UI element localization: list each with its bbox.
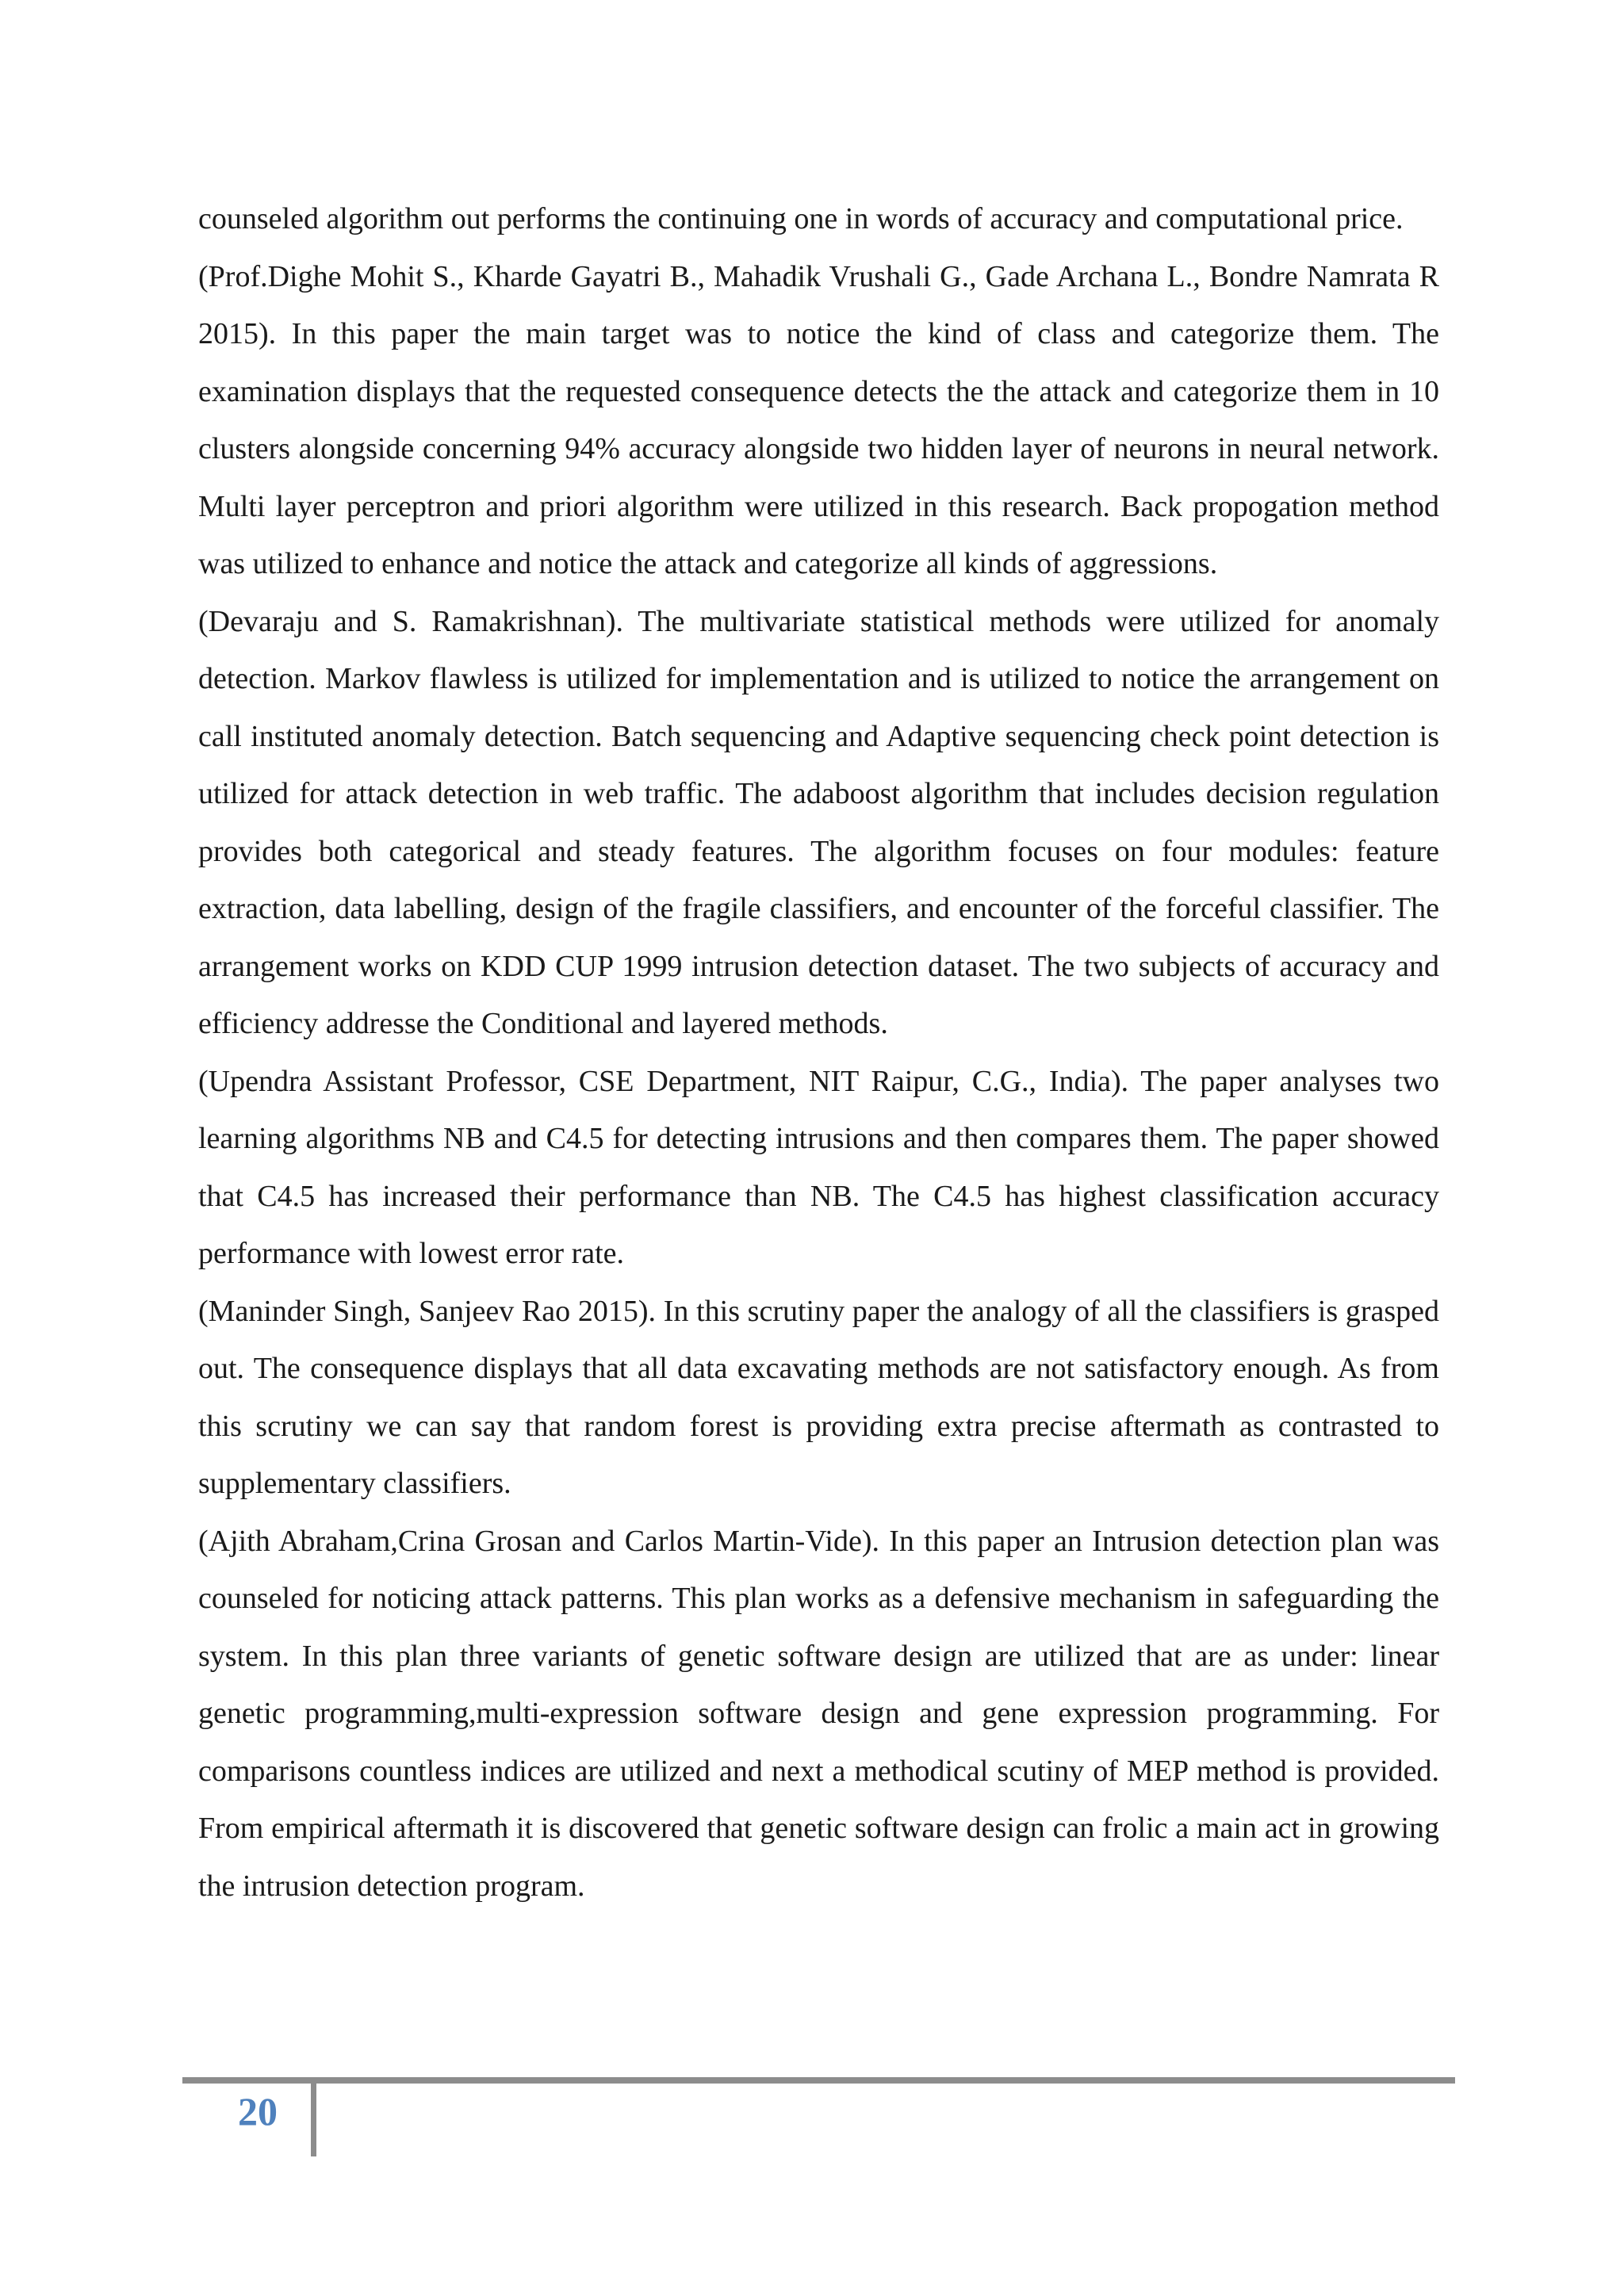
paragraph-upendra: (Upendra Assistant Professor, CSE Department, NIT Raipur, C.G., India). The paper analyses two learning algorithms NB and C4.5 for detecting intrusions and then compares them. The paper showed that C4.5 has increased their performance than NB. The C4.5 has highest classification accuracy performance with lowest error rate.: [198, 1064, 1439, 1270]
paragraph-continuation: counseled algorithm out performs the continuing one in words of accuracy and computational price.: [198, 202, 1404, 235]
footer-rule: [182, 2077, 1455, 2084]
page-body: [198, 190, 1439, 1915]
paragraph-devaraju: (Devaraju and S. Ramakrishnan). The multivariate statistical methods were utilized for anomaly detection. Markov flawless is utilized for implementation and is utilized to notice the arrangement on call instituted anomaly detection. Batch sequencing and Adaptive sequencing check point detection is utilized for attack detection in web traffic. The adaboost algorithm that includes decision regulation provides both categorical and steady features. The algorithm focuses on four modules: feature extraction, data labelling, design of the fragile classifiers, and encounter of the forceful classifier. The arrangement works on KDD CUP 1999 intrusion detection dataset. The two subjects of accuracy and efficiency addresse the Conditional and layered methods.: [198, 604, 1439, 1040]
paragraph-abraham: (Ajith Abraham,Crina Grosan and Carlos Martin-Vide). In this paper an Intrusion detection plan was counseled for noticing attack patterns. This plan works as a defensive mechanism in safeguarding the system. In this plan three variants of genetic software design are utilized that are as under: linear genetic programming,multi-expression software design and gene expression programming. For comparisons countless indices are utilized and next a methodical scutiny of MEP method is provided. From empirical aftermath it is discovered that genetic software design can frolic a main act in growing the intrusion detection program.: [198, 1524, 1439, 1903]
paragraph-maninder-2015: (Maninder Singh, Sanjeev Rao 2015). In this scrutiny paper the analogy of all the classifiers is grasped out. The consequence displays that all data excavating methods are not satisfactory enough. As from this scrutiny we can say that random forest is providing extra precise aftermath as contrasted to supplementary classifiers.: [198, 1294, 1439, 1500]
page-number: 20: [238, 2089, 278, 2133]
paragraph-dighe-2015: (Prof.Dighe Mohit S., Kharde Gayatri B., Mahadik Vrushali G., Gade Archana L., Bondre Namrata R 2015). In this paper the main target was to notice the kind of class and categorize them. The examination displays that the requested consequence detects the the attack and categorize them in 10 clusters alongside concerning 94% accuracy alongside two hidden layer of neurons in neural network. Multi layer perceptron and priori algorithm were utilized in this research. Back propogation method was utilized to enhance and notice the attack and categorize all kinds of aggressions.: [198, 259, 1439, 580]
